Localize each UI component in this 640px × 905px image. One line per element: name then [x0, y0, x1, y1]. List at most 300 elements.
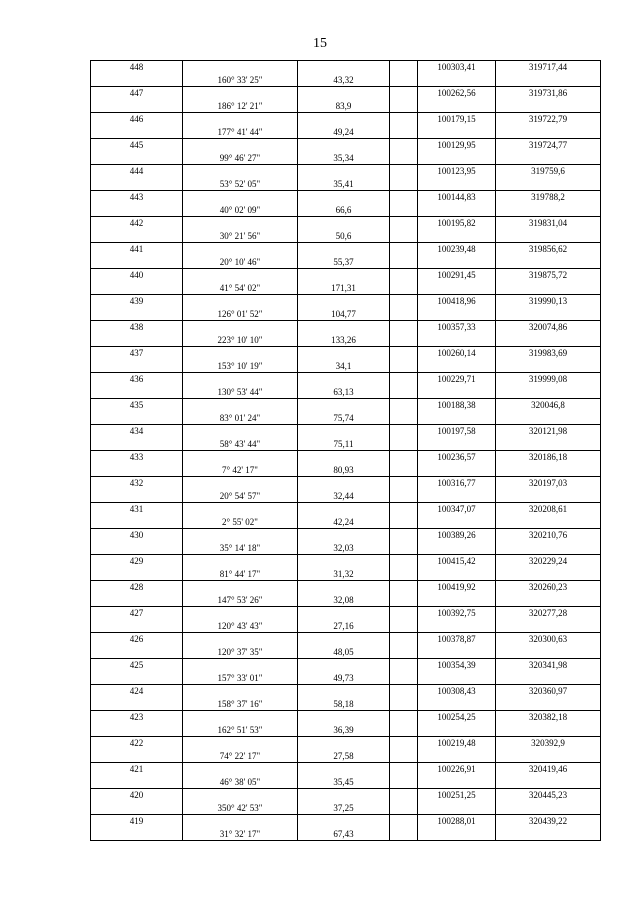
- x-coordinate: 100123,95: [418, 165, 496, 178]
- empty-cell: [390, 217, 418, 230]
- empty-cell: [418, 230, 496, 243]
- x-coordinate: 100260,14: [418, 347, 496, 360]
- segment-length: 104,77: [298, 308, 390, 321]
- segment-row: [91, 308, 601, 321]
- empty-cell: [418, 386, 496, 399]
- empty-cell: [183, 477, 298, 490]
- empty-cell: [390, 191, 418, 204]
- empty-cell: [91, 152, 183, 165]
- empty-cell: [418, 178, 496, 191]
- segment-row: [91, 282, 601, 295]
- point-number: 434: [91, 425, 183, 438]
- empty-cell: [496, 412, 601, 425]
- empty-cell: [390, 438, 418, 451]
- empty-cell: [496, 360, 601, 373]
- direction-angle: 130° 53' 44": [183, 386, 298, 399]
- empty-cell: [183, 425, 298, 438]
- point-row: [91, 711, 601, 724]
- empty-cell: [91, 230, 183, 243]
- empty-cell: [418, 412, 496, 425]
- segment-length: 36,39: [298, 724, 390, 737]
- x-coordinate: 100251,25: [418, 789, 496, 802]
- x-coordinate: 100418,96: [418, 295, 496, 308]
- x-coordinate: 100392,75: [418, 607, 496, 620]
- x-coordinate: 100239,48: [418, 243, 496, 256]
- point-row: [91, 373, 601, 386]
- segment-length: 67,43: [298, 828, 390, 841]
- empty-cell: [91, 412, 183, 425]
- empty-cell: [298, 269, 390, 282]
- x-coordinate: 100254,25: [418, 711, 496, 724]
- segment-row: [91, 490, 601, 503]
- empty-cell: [496, 776, 601, 789]
- empty-cell: [183, 503, 298, 516]
- x-coordinate: 100347,07: [418, 503, 496, 516]
- empty-cell: [298, 633, 390, 646]
- empty-cell: [418, 542, 496, 555]
- y-coordinate: 320260,23: [496, 581, 601, 594]
- empty-cell: [298, 737, 390, 750]
- empty-cell: [183, 321, 298, 334]
- segment-row: [91, 360, 601, 373]
- segment-row: [91, 646, 601, 659]
- empty-cell: [418, 516, 496, 529]
- empty-cell: [91, 646, 183, 659]
- direction-angle: 120° 43' 43": [183, 620, 298, 633]
- point-row: [91, 425, 601, 438]
- page-number: 15: [313, 36, 327, 51]
- point-row: [91, 815, 601, 828]
- segment-length: 35,41: [298, 178, 390, 191]
- x-coordinate: 100229,71: [418, 373, 496, 386]
- empty-cell: [298, 321, 390, 334]
- segment-row: [91, 256, 601, 269]
- empty-cell: [91, 386, 183, 399]
- point-row: [91, 633, 601, 646]
- empty-cell: [390, 490, 418, 503]
- empty-cell: [91, 256, 183, 269]
- segment-row: [91, 750, 601, 763]
- empty-cell: [496, 750, 601, 763]
- y-coordinate: 320439,22: [496, 815, 601, 828]
- empty-cell: [418, 438, 496, 451]
- y-coordinate: 319759,6: [496, 165, 601, 178]
- x-coordinate: 100308,43: [418, 685, 496, 698]
- segment-row: [91, 776, 601, 789]
- empty-cell: [91, 724, 183, 737]
- point-number: 443: [91, 191, 183, 204]
- empty-cell: [183, 139, 298, 152]
- empty-cell: [298, 373, 390, 386]
- empty-cell: [390, 620, 418, 633]
- x-coordinate: 100303,41: [418, 61, 496, 74]
- empty-cell: [183, 659, 298, 672]
- empty-cell: [496, 802, 601, 815]
- y-coordinate: 320392,9: [496, 737, 601, 750]
- point-row: [91, 61, 601, 74]
- empty-cell: [496, 724, 601, 737]
- empty-cell: [496, 542, 601, 555]
- segment-length: 49,24: [298, 126, 390, 139]
- empty-cell: [418, 152, 496, 165]
- point-row: [91, 659, 601, 672]
- segment-row: [91, 594, 601, 607]
- segment-row: [91, 334, 601, 347]
- y-coordinate: 320419,46: [496, 763, 601, 776]
- empty-cell: [496, 178, 601, 191]
- empty-cell: [418, 672, 496, 685]
- x-coordinate: 100288,01: [418, 815, 496, 828]
- empty-cell: [390, 230, 418, 243]
- segment-length: 35,34: [298, 152, 390, 165]
- y-coordinate: 319856,62: [496, 243, 601, 256]
- empty-cell: [298, 763, 390, 776]
- empty-cell: [390, 646, 418, 659]
- empty-cell: [183, 529, 298, 542]
- empty-cell: [390, 152, 418, 165]
- empty-cell: [183, 789, 298, 802]
- empty-cell: [390, 100, 418, 113]
- empty-cell: [390, 724, 418, 737]
- direction-angle: 30° 21' 56": [183, 230, 298, 243]
- y-coordinate: 320277,28: [496, 607, 601, 620]
- point-row: [91, 139, 601, 152]
- empty-cell: [298, 659, 390, 672]
- point-row: [91, 503, 601, 516]
- segment-length: 27,16: [298, 620, 390, 633]
- direction-angle: 223° 10' 10": [183, 334, 298, 347]
- empty-cell: [91, 516, 183, 529]
- empty-cell: [418, 126, 496, 139]
- point-number: 430: [91, 529, 183, 542]
- segment-length: 49,73: [298, 672, 390, 685]
- empty-cell: [183, 399, 298, 412]
- y-coordinate: 319831,04: [496, 217, 601, 230]
- empty-cell: [183, 87, 298, 100]
- empty-cell: [418, 360, 496, 373]
- empty-cell: [183, 581, 298, 594]
- empty-cell: [390, 61, 418, 74]
- empty-cell: [418, 100, 496, 113]
- y-coordinate: 320382,18: [496, 711, 601, 724]
- point-number: 440: [91, 269, 183, 282]
- empty-cell: [91, 178, 183, 191]
- segment-row: [91, 230, 601, 243]
- point-row: [91, 529, 601, 542]
- empty-cell: [390, 256, 418, 269]
- empty-cell: [390, 607, 418, 620]
- empty-cell: [390, 828, 418, 841]
- x-coordinate: 100316,77: [418, 477, 496, 490]
- empty-cell: [390, 802, 418, 815]
- empty-cell: [91, 750, 183, 763]
- empty-cell: [91, 542, 183, 555]
- point-row: [91, 295, 601, 308]
- empty-cell: [91, 802, 183, 815]
- segment-length: 32,08: [298, 594, 390, 607]
- empty-cell: [496, 100, 601, 113]
- direction-angle: 41° 54' 02": [183, 282, 298, 295]
- point-row: [91, 113, 601, 126]
- direction-angle: 40° 02' 09": [183, 204, 298, 217]
- empty-cell: [390, 282, 418, 295]
- point-number: 432: [91, 477, 183, 490]
- direction-angle: 31° 32' 17": [183, 828, 298, 841]
- point-row: [91, 789, 601, 802]
- point-number: 446: [91, 113, 183, 126]
- segment-row: [91, 802, 601, 815]
- empty-cell: [390, 672, 418, 685]
- empty-cell: [91, 828, 183, 841]
- direction-angle: 160° 33' 25": [183, 74, 298, 87]
- segment-length: 42,24: [298, 516, 390, 529]
- segment-length: 43,32: [298, 74, 390, 87]
- empty-cell: [496, 282, 601, 295]
- empty-cell: [418, 308, 496, 321]
- segment-row: [91, 620, 601, 633]
- coordinates-table-body: [91, 61, 601, 841]
- point-number: 448: [91, 61, 183, 74]
- x-coordinate: 100236,57: [418, 451, 496, 464]
- empty-cell: [390, 581, 418, 594]
- point-number: 421: [91, 763, 183, 776]
- empty-cell: [298, 243, 390, 256]
- empty-cell: [496, 828, 601, 841]
- point-row: [91, 737, 601, 750]
- empty-cell: [390, 425, 418, 438]
- empty-cell: [298, 685, 390, 698]
- segment-length: 83,9: [298, 100, 390, 113]
- empty-cell: [496, 646, 601, 659]
- empty-cell: [496, 334, 601, 347]
- y-coordinate: 320300,63: [496, 633, 601, 646]
- direction-angle: 177° 41' 44": [183, 126, 298, 139]
- segment-length: 171,31: [298, 282, 390, 295]
- direction-angle: 83° 01' 24": [183, 412, 298, 425]
- direction-angle: 74° 22' 17": [183, 750, 298, 763]
- empty-cell: [418, 74, 496, 87]
- empty-cell: [418, 490, 496, 503]
- point-row: [91, 685, 601, 698]
- empty-cell: [390, 464, 418, 477]
- point-number: 447: [91, 87, 183, 100]
- empty-cell: [183, 217, 298, 230]
- point-row: [91, 165, 601, 178]
- direction-angle: 153° 10' 19": [183, 360, 298, 373]
- segment-length: 37,25: [298, 802, 390, 815]
- segment-row: [91, 412, 601, 425]
- segment-row: [91, 204, 601, 217]
- empty-cell: [298, 789, 390, 802]
- segment-row: [91, 152, 601, 165]
- point-row: [91, 477, 601, 490]
- empty-cell: [496, 74, 601, 87]
- y-coordinate: 319724,77: [496, 139, 601, 152]
- direction-angle: 99° 46' 27": [183, 152, 298, 165]
- empty-cell: [183, 633, 298, 646]
- y-coordinate: 319722,79: [496, 113, 601, 126]
- y-coordinate: 319983,69: [496, 347, 601, 360]
- empty-cell: [183, 61, 298, 74]
- empty-cell: [390, 711, 418, 724]
- empty-cell: [183, 711, 298, 724]
- y-coordinate: 319999,08: [496, 373, 601, 386]
- empty-cell: [390, 594, 418, 607]
- segment-row: [91, 178, 601, 191]
- point-row: [91, 217, 601, 230]
- empty-cell: [91, 490, 183, 503]
- empty-cell: [183, 165, 298, 178]
- empty-cell: [91, 360, 183, 373]
- point-number: 438: [91, 321, 183, 334]
- segment-row: [91, 100, 601, 113]
- x-coordinate: 100226,91: [418, 763, 496, 776]
- segment-row: [91, 672, 601, 685]
- empty-cell: [418, 256, 496, 269]
- empty-cell: [91, 438, 183, 451]
- empty-cell: [390, 412, 418, 425]
- empty-cell: [496, 672, 601, 685]
- y-coordinate: 320445,23: [496, 789, 601, 802]
- point-row: [91, 269, 601, 282]
- point-row: [91, 243, 601, 256]
- point-number: 436: [91, 373, 183, 386]
- empty-cell: [91, 620, 183, 633]
- empty-cell: [390, 87, 418, 100]
- point-number: 445: [91, 139, 183, 152]
- point-number: 428: [91, 581, 183, 594]
- empty-cell: [390, 516, 418, 529]
- point-row: [91, 581, 601, 594]
- empty-cell: [390, 373, 418, 386]
- empty-cell: [496, 568, 601, 581]
- y-coordinate: 319731,86: [496, 87, 601, 100]
- point-row: [91, 321, 601, 334]
- point-row: [91, 451, 601, 464]
- empty-cell: [390, 451, 418, 464]
- empty-cell: [298, 399, 390, 412]
- empty-cell: [91, 568, 183, 581]
- point-row: [91, 347, 601, 360]
- coordinates-table: [90, 60, 601, 841]
- empty-cell: [91, 74, 183, 87]
- point-number: 441: [91, 243, 183, 256]
- empty-cell: [496, 620, 601, 633]
- point-row: [91, 607, 601, 620]
- empty-cell: [183, 763, 298, 776]
- empty-cell: [298, 113, 390, 126]
- segment-length: 32,03: [298, 542, 390, 555]
- empty-cell: [183, 451, 298, 464]
- empty-cell: [390, 568, 418, 581]
- empty-cell: [496, 152, 601, 165]
- direction-angle: 2° 55' 02": [183, 516, 298, 529]
- empty-cell: [390, 750, 418, 763]
- empty-cell: [390, 399, 418, 412]
- segment-length: 35,45: [298, 776, 390, 789]
- x-coordinate: 100378,87: [418, 633, 496, 646]
- empty-cell: [91, 308, 183, 321]
- empty-cell: [298, 87, 390, 100]
- segment-length: 55,37: [298, 256, 390, 269]
- y-coordinate: 320186,18: [496, 451, 601, 464]
- empty-cell: [496, 204, 601, 217]
- empty-cell: [418, 802, 496, 815]
- y-coordinate: 320210,76: [496, 529, 601, 542]
- direction-angle: 120° 37' 35": [183, 646, 298, 659]
- segment-length: 133,26: [298, 334, 390, 347]
- empty-cell: [183, 607, 298, 620]
- empty-cell: [390, 698, 418, 711]
- y-coordinate: 320229,24: [496, 555, 601, 568]
- point-number: 442: [91, 217, 183, 230]
- direction-angle: 58° 43' 44": [183, 438, 298, 451]
- empty-cell: [418, 776, 496, 789]
- empty-cell: [91, 334, 183, 347]
- segment-row: [91, 516, 601, 529]
- y-coordinate: 319990,13: [496, 295, 601, 308]
- direction-angle: 147° 53' 26": [183, 594, 298, 607]
- empty-cell: [496, 438, 601, 451]
- empty-cell: [418, 568, 496, 581]
- empty-cell: [183, 295, 298, 308]
- segment-row: [91, 126, 601, 139]
- x-coordinate: 100389,26: [418, 529, 496, 542]
- segment-row: [91, 464, 601, 477]
- segment-row: [91, 724, 601, 737]
- segment-length: 34,1: [298, 360, 390, 373]
- point-row: [91, 191, 601, 204]
- empty-cell: [298, 425, 390, 438]
- empty-cell: [390, 633, 418, 646]
- point-number: 437: [91, 347, 183, 360]
- y-coordinate: 320208,61: [496, 503, 601, 516]
- empty-cell: [183, 243, 298, 256]
- direction-angle: 350° 42' 53": [183, 802, 298, 815]
- empty-cell: [496, 516, 601, 529]
- segment-length: 63,13: [298, 386, 390, 399]
- empty-cell: [496, 308, 601, 321]
- empty-cell: [496, 230, 601, 243]
- point-number: 444: [91, 165, 183, 178]
- empty-cell: [91, 672, 183, 685]
- empty-cell: [496, 256, 601, 269]
- empty-cell: [298, 815, 390, 828]
- empty-cell: [418, 750, 496, 763]
- empty-cell: [390, 178, 418, 191]
- x-coordinate: 100179,15: [418, 113, 496, 126]
- segment-length: 66,6: [298, 204, 390, 217]
- empty-cell: [390, 529, 418, 542]
- empty-cell: [390, 503, 418, 516]
- x-coordinate: 100144,83: [418, 191, 496, 204]
- point-row: [91, 399, 601, 412]
- x-coordinate: 100357,33: [418, 321, 496, 334]
- empty-cell: [298, 347, 390, 360]
- empty-cell: [418, 334, 496, 347]
- empty-cell: [91, 594, 183, 607]
- empty-cell: [390, 113, 418, 126]
- y-coordinate: 319717,44: [496, 61, 601, 74]
- y-coordinate: 320121,98: [496, 425, 601, 438]
- empty-cell: [390, 737, 418, 750]
- x-coordinate: 100219,48: [418, 737, 496, 750]
- empty-cell: [390, 763, 418, 776]
- empty-cell: [390, 139, 418, 152]
- empty-cell: [298, 477, 390, 490]
- empty-cell: [390, 204, 418, 217]
- segment-row: [91, 698, 601, 711]
